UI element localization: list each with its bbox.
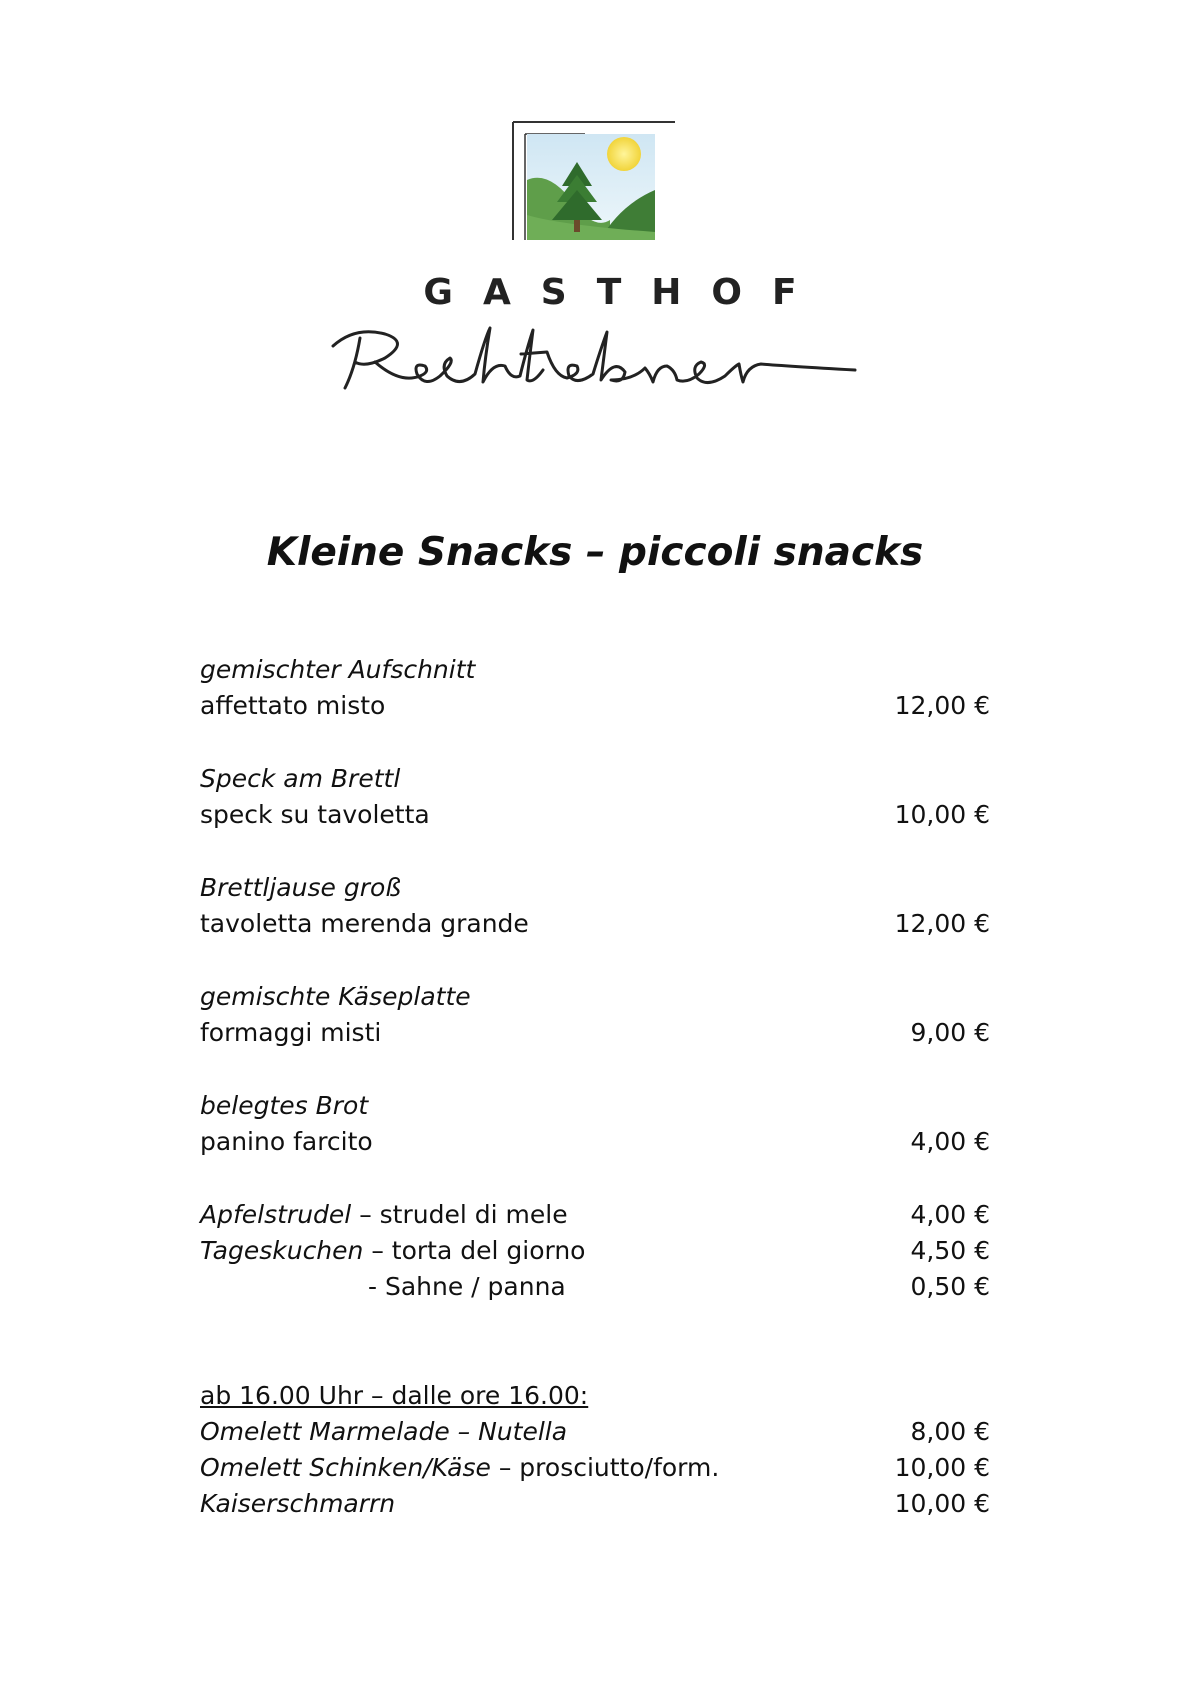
sweet-0-row [200, 1197, 990, 1233]
evening-2-de: Kaiserschmarrn [200, 1489, 396, 1518]
sweet-0-it: strudel di mele [379, 1200, 568, 1229]
gasthof-logo [500, 120, 690, 260]
item-3-row [200, 1015, 990, 1051]
brand-script-logotype [0, 318, 1190, 398]
item-1-price: 10,00 € [894, 800, 990, 829]
brand-name: GASTHOF [423, 272, 827, 313]
item-4-price: 4,00 € [910, 1127, 990, 1156]
sweet-1-row [200, 1233, 990, 1269]
item-2-price: 12,00 € [894, 909, 990, 938]
item-0-price: 12,00 € [894, 691, 990, 720]
menu-title: Kleine Snacks – piccoli snacks [266, 530, 924, 575]
item-0-de: gemischter Aufschnitt [200, 655, 476, 684]
item-3-price: 9,00 € [910, 1018, 990, 1047]
evening-0-de: Omelett Marmelade – Nutella [200, 1417, 568, 1446]
sweet-1-de: Tageskuchen [200, 1236, 364, 1265]
item-4-it: panino farcito [200, 1127, 373, 1156]
sweet-1-sep: – [363, 1236, 392, 1265]
menu-list [200, 652, 990, 1522]
sweet-2-price: 0,50 € [910, 1272, 990, 1301]
sweet-2-text: - Sahne / panna [368, 1272, 566, 1301]
item-0-it: affettato misto [200, 691, 386, 720]
evening-2-price: 10,00 € [894, 1489, 990, 1518]
sweet-2-row [200, 1269, 990, 1305]
evening-1-row [200, 1450, 990, 1486]
item-1-it: speck su tavoletta [200, 800, 430, 829]
sweet-0-de: Apfelstrudel [200, 1200, 352, 1229]
evening-1-price: 10,00 € [894, 1453, 990, 1482]
item-0-row [200, 688, 990, 724]
evening-heading: ab 16.00 Uhr – dalle ore 16.00: [200, 1381, 589, 1410]
item-2-row [200, 906, 990, 942]
item-4-de: belegtes Brot [200, 1091, 369, 1120]
item-1-row [200, 797, 990, 833]
sweet-1-it: torta del giorno [391, 1236, 586, 1265]
evening-0-price: 8,00 € [910, 1417, 990, 1446]
item-2-it: tavoletta merenda grande [200, 909, 529, 938]
sweet-0-sep: – [351, 1200, 380, 1229]
sweet-1-price: 4,50 € [910, 1236, 990, 1265]
item-1-de: Speck am Brettl [200, 764, 401, 793]
evening-0-row [200, 1414, 990, 1450]
sweet-0-price: 4,00 € [910, 1200, 990, 1229]
evening-1-de: Omelett Schinken/Käse [200, 1453, 491, 1482]
item-3-de: gemischte Käseplatte [200, 982, 471, 1011]
item-4-row [200, 1124, 990, 1160]
item-3-it: formaggi misti [200, 1018, 382, 1047]
item-2-de: Brettljause groß [200, 873, 402, 902]
evening-1-it: – prosciutto/form. [490, 1453, 720, 1482]
evening-2-row [200, 1486, 990, 1522]
